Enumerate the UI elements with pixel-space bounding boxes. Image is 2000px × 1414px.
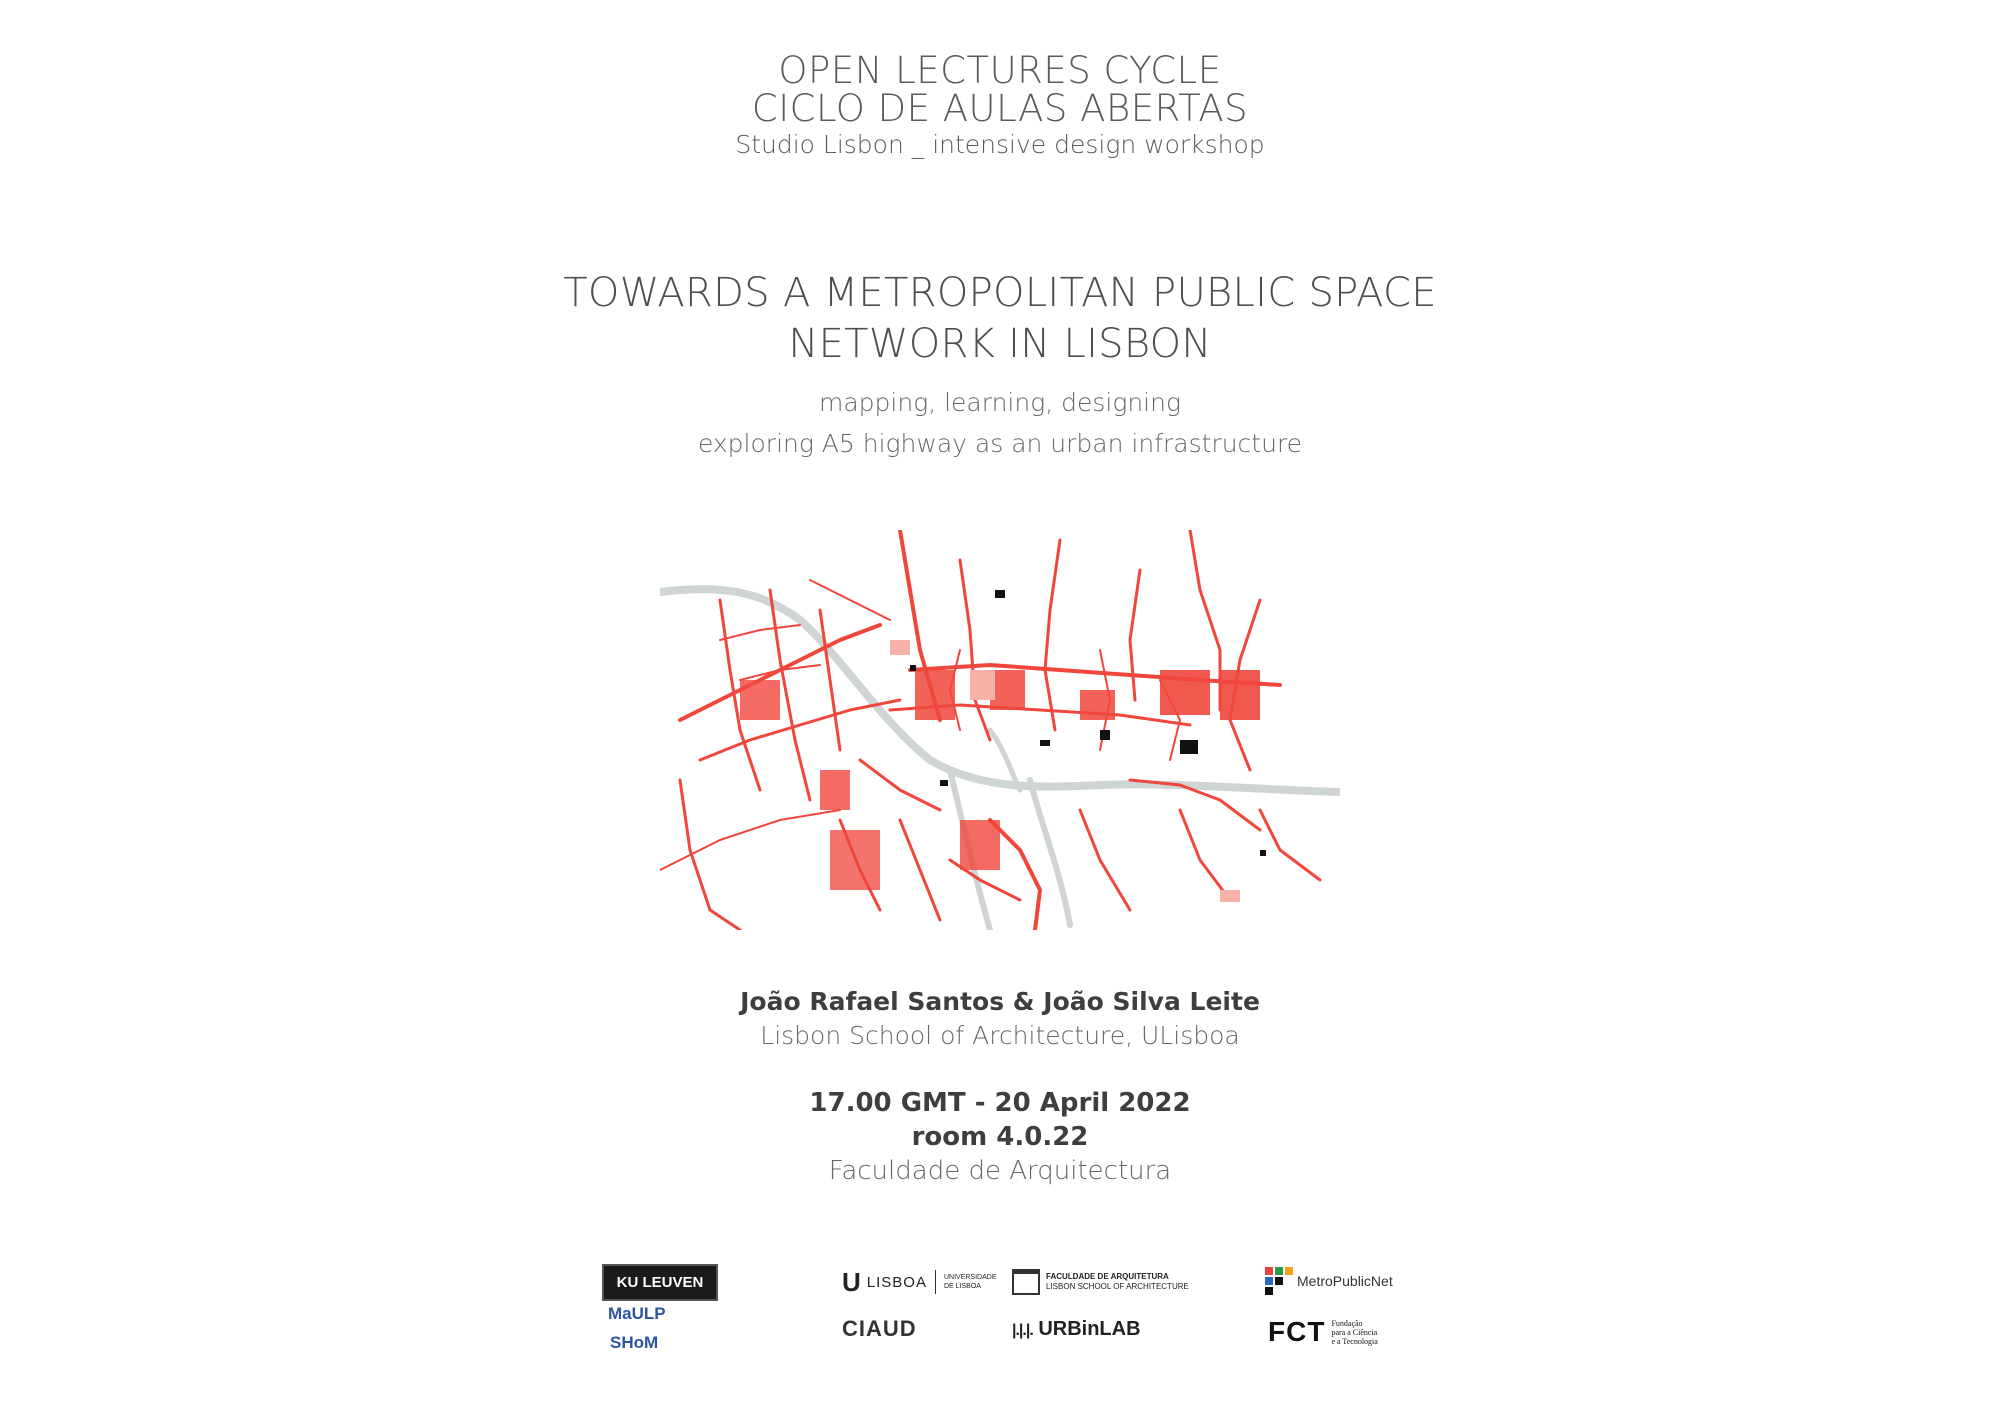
fct-sub-line2: para a Ciência [1331, 1327, 1378, 1337]
fa-line2: LISBON SCHOOL OF ARCHITECTURE [1046, 1282, 1189, 1291]
street-network-map [660, 530, 1340, 930]
lecture-subtitle-line1: mapping, learning, designing [819, 388, 1181, 417]
fct-text: FCT [1268, 1316, 1326, 1347]
metropublicnet-logo [1265, 1266, 1393, 1296]
event-time-date: 17.00 GMT - 20 April 2022 [809, 1088, 1191, 1118]
ulisboa-u-mark: U [842, 1266, 861, 1297]
ulisboa-logo [842, 1266, 997, 1298]
lecture-subtitle [0, 382, 2000, 464]
fct-sub [1331, 1319, 1377, 1346]
urbinlab-bars: |.|.|. [1012, 1322, 1033, 1339]
fa-lisboa-logo [1012, 1266, 1189, 1298]
event-details [0, 1086, 2000, 1188]
mahs-logo [610, 1333, 658, 1353]
ulisboa-divider [935, 1270, 936, 1294]
series-header [0, 49, 2000, 162]
lecture-title-line1: TOWARDS A METROPOLITAN PUBLIC SPACE [563, 270, 1437, 316]
series-subtitle: Studio Lisbon _ intensive design workshop [735, 130, 1265, 159]
fa-text [1046, 1272, 1189, 1292]
maulp-logo [608, 1304, 666, 1324]
lecture-subtitle-line2: exploring A5 highway as an urban infrastructure [697, 429, 1303, 458]
fct-logo [1268, 1316, 1378, 1348]
fct-sub-line3: e a Tecnologia [1331, 1336, 1378, 1346]
ku-leuven-text: KU LEUVEN [616, 1274, 704, 1291]
lecture-title [0, 268, 2000, 370]
mahs-text: SHoM [610, 1333, 659, 1352]
metropublicnet-text: MetroPublicNet [1297, 1273, 1393, 1289]
speakers [0, 985, 2000, 1053]
series-title-pt: CICLO DE AULAS ABERTAS [751, 87, 1249, 130]
speaker-institution: Lisbon School of Architecture, ULisboa [760, 1021, 1240, 1050]
fct-sub-line1: Fundação [1331, 1318, 1363, 1328]
ciaud-logo [842, 1316, 917, 1342]
fa-line1: FACULDADE DE ARQUITETURA [1046, 1272, 1169, 1281]
ciaud-text: CIAUD [842, 1316, 917, 1341]
maulp-text-ma: MaULP [608, 1304, 666, 1323]
ulisboa-sub-line2: DE LISBOA [943, 1283, 981, 1290]
ulisboa-sub-line1: UNIVERSIDADE [943, 1274, 997, 1281]
series-title-en: OPEN LECTURES CYCLE [778, 49, 1222, 92]
event-room: room 4.0.22 [911, 1122, 1089, 1152]
event-venue: Faculdade de Arquitectura [828, 1156, 1172, 1186]
urbinlab-logo [1012, 1318, 1141, 1341]
fa-building-icon [1012, 1269, 1040, 1295]
speaker-names: João Rafael Santos & João Silva Leite [740, 987, 1260, 1016]
map-highway [660, 589, 1340, 930]
lecture-title-line2: NETWORK IN LISBON [788, 321, 1212, 367]
ulisboa-name: LISBOA [866, 1273, 927, 1291]
urbinlab-text: URBinLAB [1038, 1318, 1141, 1340]
ulisboa-sub [944, 1273, 997, 1291]
metropublicnet-icon [1265, 1267, 1293, 1295]
ku-leuven-logo [602, 1264, 718, 1301]
